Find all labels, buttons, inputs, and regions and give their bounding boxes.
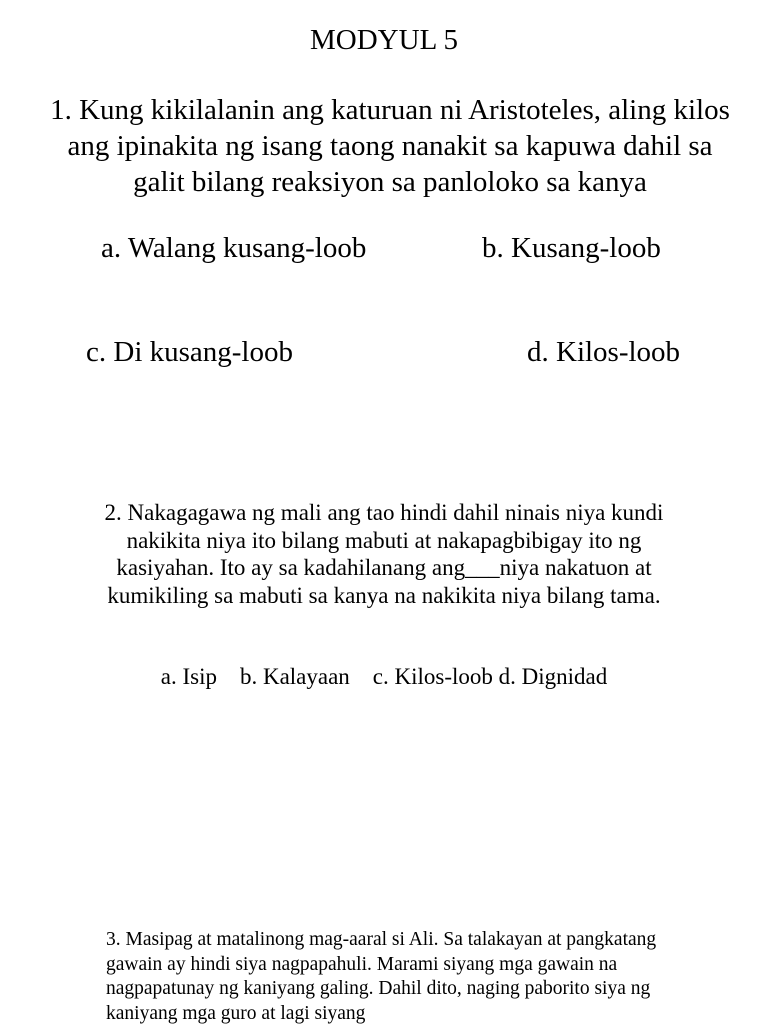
question-2-choices: a. Isip b. Kalayaan c. Kilos-loob d. Dignidad — [160, 664, 608, 689]
question-1-choice-c: c. Di kusang-loob — [86, 336, 293, 368]
question-3-text: 3. Masipag at matalinong mag-aaral si Ali. Sa talakayan at pangkatang gawain ay hindi siya nagpapahuli. Marami siyang mga gawain na nagpapatunay ng kaniyang galing. Dahil dito, naging paborito siya ng kaniyang mga guro at lagi siyang — [106, 929, 657, 1024]
question-1-text: 1. Kung kikilalanin ang katuruan ni Aristoteles, aling kilos ang ipinakita ng isang taong nanakit sa kapuwa dahil sa galit bilang reaksiyon sa panloloko sa kanya — [50, 94, 730, 198]
question-1-choice-d: d. Kilos-loob — [527, 336, 681, 368]
question-1-choice-b: b. Kusang-loob — [482, 232, 661, 264]
question-1-choice-a: a. Walang kusang-loob — [101, 232, 367, 264]
page-title: MODYUL 5 — [310, 24, 458, 56]
question-2-text: 2. Nakagagawa ng mali ang tao hindi dahil ninais niya kundi nakikita niya ito bilang mabuti at nakapagbibigay ito ng kasiyahan. Ito ay sa kadahilanang ang___niya nakatuon at kumikiling sa mabuti sa kanya na nakikita niya bilang tama. — [104, 500, 664, 608]
